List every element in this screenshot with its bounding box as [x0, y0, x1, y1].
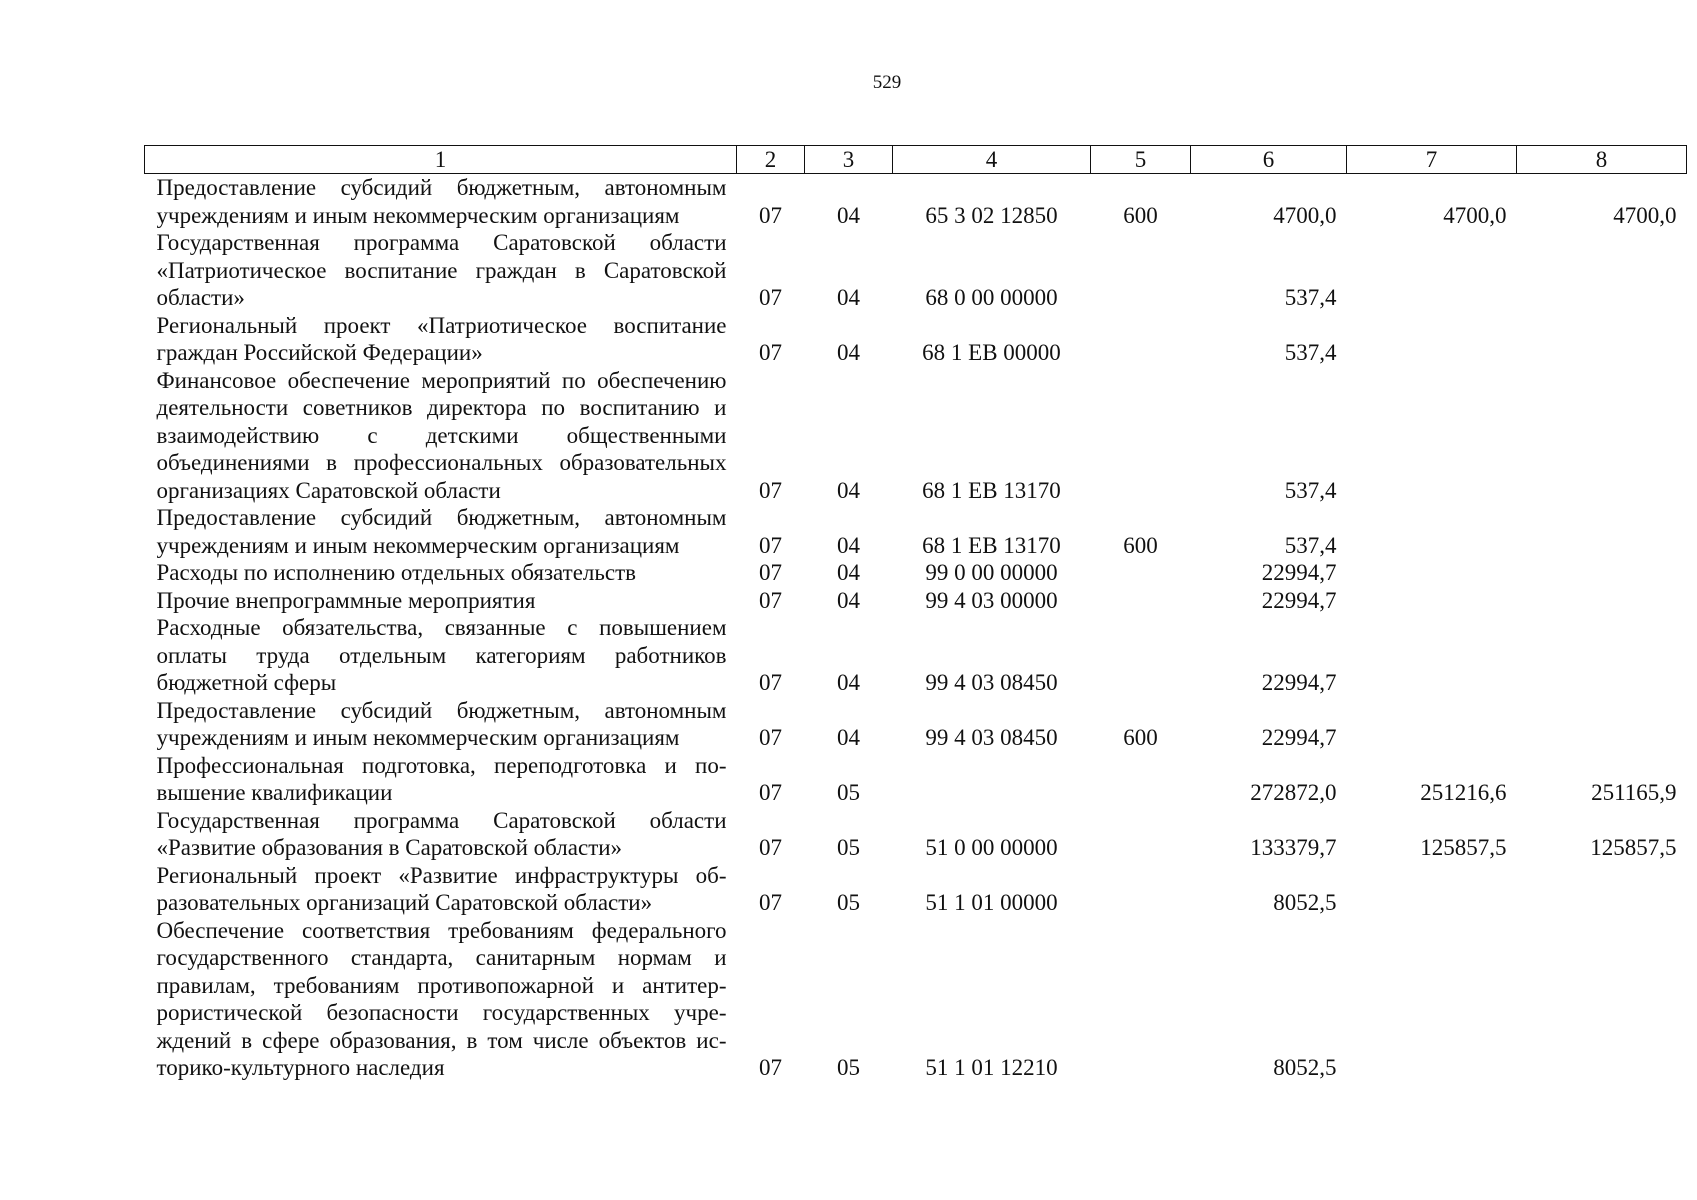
- target-article-cell: 51 0 00 00000: [925, 835, 1058, 860]
- subsection-cell: 05: [837, 1055, 860, 1080]
- amount-col8-cell: 125857,5: [1590, 835, 1677, 860]
- amount-col8-cell: [1517, 504, 1687, 559]
- table-row: [145, 917, 1687, 1082]
- subsection-cell: 04: [837, 532, 860, 558]
- table-row: [145, 312, 1687, 367]
- table-header: [145, 146, 1687, 174]
- section-cell: 07: [759, 587, 782, 613]
- amount-col7-cell: [1347, 504, 1517, 559]
- expense-type-cell: 600: [1123, 725, 1158, 750]
- expense-type-cell: [1091, 559, 1191, 587]
- column-header-5: 5: [1091, 146, 1191, 174]
- expense-name-cell: Региональный проект «Патриотическое воспитание граждан Российской Федерации»: [156, 312, 727, 365]
- amount-col7-cell: [1347, 917, 1517, 1082]
- target-article-cell: [893, 752, 1091, 807]
- expense-name-cell: Предоставление субсидий бюджетным, автономным учреждениям и иным некоммерческим организациям: [156, 175, 727, 228]
- amount-col7-cell: 125857,5: [1420, 835, 1507, 860]
- target-article-cell: 99 4 03 08450: [925, 725, 1058, 750]
- expense-name-cell: Региональный проект «Развитие инфраструктуры образовательных организаций Саратовской области»: [156, 862, 727, 915]
- amount-col6-cell: 133379,7: [1250, 835, 1337, 860]
- table-row: [145, 862, 1687, 917]
- expense-name-cell: Государственная программа Саратовской области «Патриотическое воспитание граждан в Саратовской области»: [156, 230, 727, 310]
- section-cell: 07: [759, 835, 782, 860]
- table-row: [145, 807, 1687, 862]
- target-article-cell: 68 0 00 00000: [925, 285, 1058, 310]
- table-row: [145, 614, 1687, 697]
- amount-col7-cell: [1347, 862, 1517, 917]
- section-cell: 07: [759, 560, 782, 585]
- expense-type-cell: [1091, 229, 1191, 312]
- column-header-1: 1: [145, 146, 737, 174]
- table-body: [145, 174, 1687, 1082]
- column-header-6: 6: [1191, 146, 1347, 174]
- amount-col8-cell: [1517, 862, 1687, 917]
- amount-col7-cell: [1347, 697, 1517, 752]
- amount-col6-cell: 22994,7: [1261, 725, 1337, 750]
- subsection-cell: 04: [837, 587, 860, 613]
- subsection-cell: 04: [837, 340, 860, 365]
- budget-table: [144, 145, 1687, 1082]
- expense-type-cell: 600: [1123, 532, 1158, 558]
- table-row: [145, 367, 1687, 505]
- amount-col6-cell: 22994,7: [1261, 670, 1337, 695]
- table-row: [145, 229, 1687, 312]
- subsection-cell: 04: [837, 725, 860, 750]
- expense-type-cell: 600: [1123, 202, 1158, 228]
- amount-col6-cell: 537,4: [1284, 285, 1337, 310]
- subsection-cell: 04: [837, 560, 860, 585]
- amount-col7-cell: 4700,0: [1443, 202, 1507, 228]
- expense-name-cell: Предоставление субсидий бюджетным, автономным учреждениям и иным некоммерческим организациям: [156, 505, 727, 558]
- section-cell: 07: [759, 1055, 782, 1080]
- section-cell: 07: [759, 780, 782, 805]
- target-article-cell: 68 1 ЕВ 13170: [922, 532, 1061, 558]
- target-article-cell: 68 1 ЕВ 00000: [922, 340, 1061, 365]
- header-row: [145, 146, 1687, 174]
- table-row: [145, 559, 1687, 587]
- table-row: [145, 587, 1687, 615]
- target-article-cell: 99 4 03 00000: [925, 587, 1058, 613]
- table-row: [145, 174, 1687, 230]
- expense-type-cell: [1091, 587, 1191, 615]
- subsection-cell: 05: [837, 780, 860, 805]
- section-cell: 07: [759, 670, 782, 695]
- amount-col6-cell: 8052,5: [1273, 890, 1337, 915]
- amount-col6-cell: 22994,7: [1261, 560, 1337, 585]
- amount-col7-cell: [1347, 229, 1517, 312]
- expense-name-cell: Профессиональная подготовка, переподготовка и повышение квалификации: [156, 752, 727, 805]
- amount-col8-cell: [1517, 559, 1687, 587]
- expense-type-cell: [1091, 862, 1191, 917]
- expense-name-cell: Предоставление субсидий бюджетным, автономным учреждениям и иным некоммерческим организациям: [156, 697, 727, 750]
- table-row: [145, 697, 1687, 752]
- expense-type-cell: [1091, 917, 1191, 1082]
- amount-col8-cell: [1517, 312, 1687, 367]
- amount-col7-cell: [1347, 587, 1517, 615]
- amount-col7-cell: 251216,6: [1420, 780, 1507, 805]
- target-article-cell: 99 4 03 08450: [925, 670, 1058, 695]
- expense-type-cell: [1091, 807, 1191, 862]
- amount-col8-cell: [1517, 697, 1687, 752]
- expense-name-cell: Прочие внепрограммные мероприятия: [156, 587, 536, 613]
- target-article-cell: 65 3 02 12850: [925, 202, 1058, 228]
- column-header-3: 3: [805, 146, 893, 174]
- section-cell: 07: [759, 285, 782, 310]
- amount-col6-cell: 272872,0: [1250, 780, 1337, 805]
- section-cell: 07: [759, 532, 782, 558]
- subsection-cell: 04: [837, 285, 860, 310]
- expense-name-cell: Финансовое обеспечение мероприятий по обеспечению деятельности советников директора по воспитанию и взаимодействию с детскими общественными объединениями в профессиональных образовательных организациях Саратовской области: [156, 367, 727, 503]
- amount-col7-cell: [1347, 559, 1517, 587]
- section-cell: 07: [759, 725, 782, 750]
- target-article-cell: 99 0 00 00000: [925, 560, 1058, 585]
- subsection-cell: 05: [837, 890, 860, 915]
- target-article-cell: 51 1 01 00000: [925, 890, 1058, 915]
- amount-col6-cell: 537,4: [1284, 532, 1337, 558]
- expense-name-cell: Государственная программа Саратовской области «Развитие образования в Саратовской области»: [156, 807, 727, 860]
- amount-col7-cell: [1347, 312, 1517, 367]
- target-article-cell: 51 1 01 12210: [925, 1055, 1058, 1080]
- expense-type-cell: [1091, 614, 1191, 697]
- amount-col7-cell: [1347, 614, 1517, 697]
- amount-col8-cell: 251165,9: [1591, 780, 1677, 805]
- column-header-4: 4: [893, 146, 1091, 174]
- amount-col6-cell: 537,4: [1284, 477, 1337, 503]
- expense-name-cell: Обеспечение соответствия требованиям федерального государственного стандарта, санитарным нормам и правилам, требованиям противопожарной и антитеррористической безопасности государственных учреждений в сфере образования, в том числе объектов историко-культурного наследия: [156, 917, 727, 1080]
- amount-col8-cell: [1517, 367, 1687, 505]
- expense-name-cell: Расходы по исполнению отдельных обязательств: [156, 560, 636, 585]
- amount-col8-cell: [1517, 917, 1687, 1082]
- amount-col6-cell: 537,4: [1284, 340, 1337, 365]
- page-number: 529: [872, 72, 902, 93]
- section-cell: 07: [759, 477, 782, 503]
- subsection-cell: 05: [837, 835, 860, 860]
- section-cell: 07: [759, 890, 782, 915]
- table-row: [145, 752, 1687, 807]
- subsection-cell: 04: [837, 202, 860, 228]
- amount-col8-cell: [1517, 587, 1687, 615]
- amount-col6-cell: 4700,0: [1273, 202, 1337, 228]
- amount-col8-cell: [1517, 614, 1687, 697]
- subsection-cell: 04: [837, 670, 860, 695]
- amount-col8-cell: 4700,0: [1613, 202, 1677, 228]
- column-header-7: 7: [1347, 146, 1517, 174]
- expense-name-cell: Расходные обязательства, связанные с повышением оплаты труда отдельным категориям работников бюджетной сферы: [156, 615, 727, 695]
- expense-type-cell: [1091, 312, 1191, 367]
- amount-col6-cell: 8052,5: [1273, 1055, 1337, 1080]
- column-header-8: 8: [1517, 146, 1687, 174]
- section-cell: 07: [759, 340, 782, 365]
- expense-type-cell: [1091, 752, 1191, 807]
- expense-type-cell: [1091, 367, 1191, 505]
- subsection-cell: 04: [837, 477, 860, 503]
- target-article-cell: 68 1 ЕВ 13170: [922, 477, 1061, 503]
- section-cell: 07: [759, 202, 782, 228]
- amount-col7-cell: [1347, 367, 1517, 505]
- amount-col8-cell: [1517, 229, 1687, 312]
- column-header-2: 2: [737, 146, 805, 174]
- amount-col6-cell: 22994,7: [1261, 587, 1337, 613]
- table-row: [145, 504, 1687, 559]
